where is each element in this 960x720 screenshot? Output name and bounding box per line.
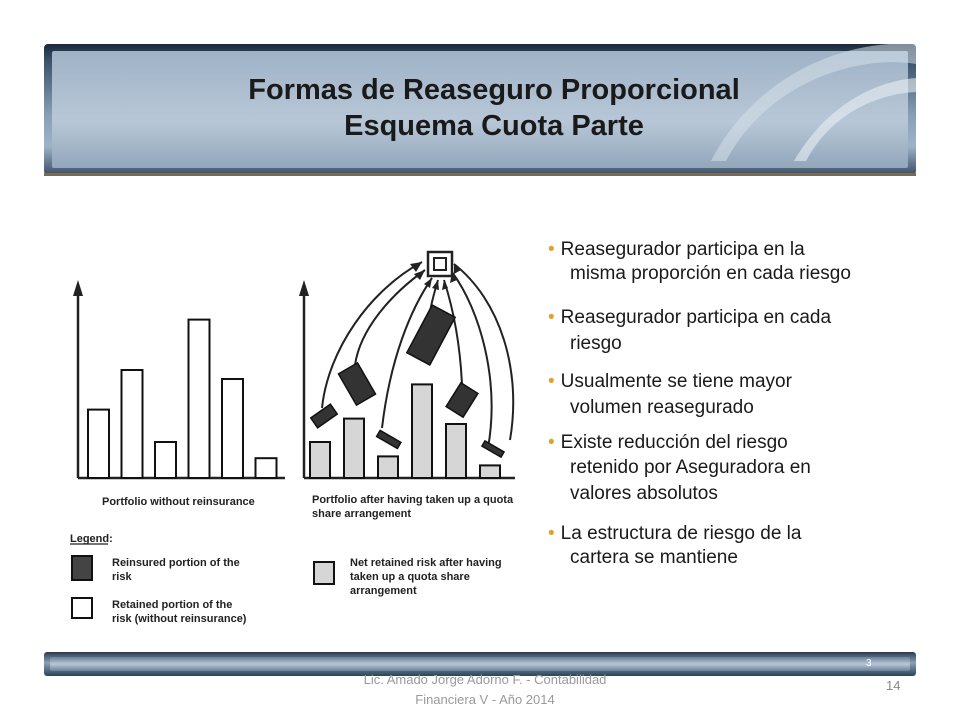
- bullet-item-4: [548, 431, 788, 455]
- right-bar-6: [480, 465, 500, 478]
- bullet-dot-icon: •: [548, 523, 555, 544]
- bullet-dot-icon: •: [548, 371, 555, 392]
- left-bar-4: [189, 320, 210, 478]
- left-bar-2: [122, 370, 143, 478]
- footer-author-line-1: Lic. Amado Jorge Adorno F. - Contabilidad: [363, 672, 607, 687]
- bullet-4-line-2: retenido por Aseguradora en: [570, 457, 811, 478]
- bullet-dot-icon: •: [548, 432, 555, 453]
- bullet-4-line-1: Existe reducción del riesgo: [560, 432, 788, 453]
- left-bar-1: [88, 410, 109, 478]
- page-number: 14: [886, 678, 901, 693]
- header-underline: [44, 173, 916, 176]
- footer-author-line-2: Financiera V - Año 2014: [415, 692, 555, 707]
- reinsured-blocks: [311, 305, 504, 457]
- right-bar-5: [446, 424, 466, 478]
- footer-bar-number: 3: [866, 658, 872, 669]
- right-bar-1: [310, 442, 330, 478]
- left-bar-3: [155, 442, 176, 478]
- bullet-4-line-3: valores absolutos: [570, 483, 718, 504]
- left-bar-6: [256, 458, 277, 478]
- bullet-2-line-1: Reasegurador participa en cada: [560, 307, 832, 328]
- reinsurer-target-icon: [428, 252, 452, 276]
- right-bar-3: [378, 456, 398, 478]
- slide-title: [44, 72, 944, 144]
- right-bar-4: [412, 384, 432, 478]
- legend-title: Legend:: [70, 533, 113, 545]
- bullet-dot-icon: •: [548, 307, 555, 328]
- quota-share-diagram: [60, 240, 530, 640]
- left-bars: [88, 320, 277, 478]
- bullet-3-line-2: volumen reasegurado: [570, 397, 754, 418]
- legend-reinsured-line-1: Reinsured portion of the: [112, 557, 240, 569]
- bullet-3-line-1: Usualmente se tiene mayor: [560, 371, 792, 392]
- right-caption-line-1: Portfolio after having taken up a quota: [312, 494, 514, 506]
- bullet-2-line-2: riesgo: [570, 333, 622, 354]
- legend-retained-swatch: [72, 598, 92, 618]
- bullet-1-line-2: misma proporción en cada riesgo: [570, 263, 851, 284]
- bullet-item-5: [548, 522, 801, 546]
- bullet-dot-icon: •: [548, 239, 555, 260]
- bullet-1-line-1: Reasegurador participa en la: [560, 239, 805, 260]
- left-caption: Portfolio without reinsurance: [102, 496, 255, 508]
- legend-net-swatch: [314, 562, 334, 584]
- legend-retained-line-2: risk (without reinsurance): [112, 613, 247, 625]
- bullet-item-3: [548, 370, 792, 394]
- footer-bar-inner: [50, 657, 910, 671]
- right-caption-line-2: share arrangement: [312, 508, 412, 520]
- bullet-5-line-1: La estructura de riesgo de la: [560, 523, 802, 544]
- legend-retained-line-1: Retained portion of the: [112, 599, 233, 611]
- bullet-item-1: [548, 238, 805, 262]
- right-axes: [299, 280, 515, 478]
- bullet-item-2: [548, 306, 831, 330]
- legend-net-line-3: arrangement: [350, 585, 417, 597]
- footer-author: [320, 670, 650, 710]
- legend-net-line-1: Net retained risk after having: [350, 557, 502, 569]
- left-bar-5: [222, 379, 243, 478]
- title-line-1: Formas de Reaseguro Proporcional: [248, 74, 740, 106]
- legend-net-line-2: taken up a quota share: [350, 571, 470, 583]
- legend-reinsured-swatch: [72, 556, 92, 580]
- bullet-5-line-2: cartera se mantiene: [570, 547, 738, 568]
- legend-reinsured-line-2: risk: [112, 571, 132, 583]
- right-bar-2: [344, 419, 364, 478]
- title-line-2: Esquema Cuota Parte: [344, 110, 644, 142]
